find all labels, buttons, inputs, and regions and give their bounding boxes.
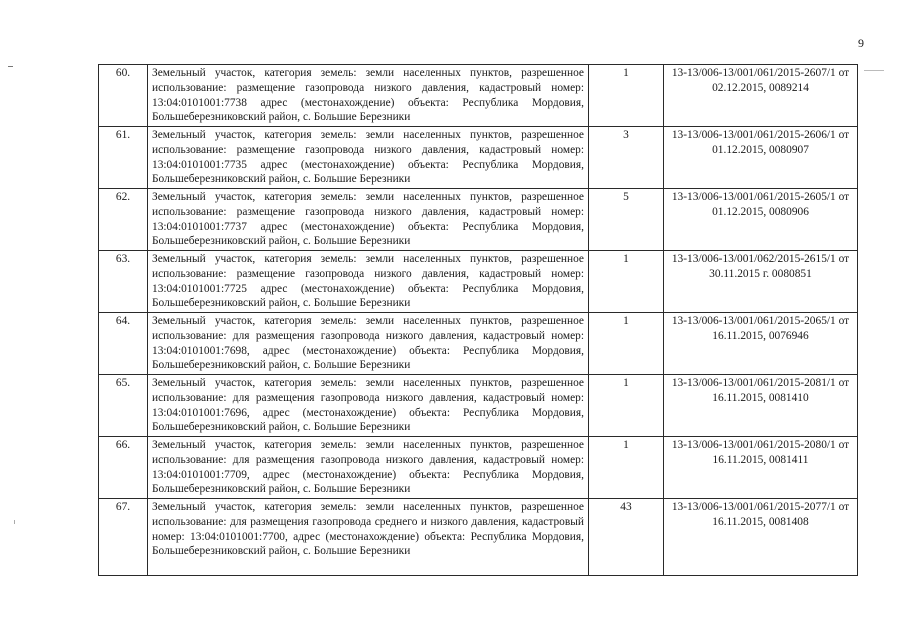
scan-artifact xyxy=(14,520,15,524)
row-number: 67. xyxy=(99,499,148,576)
registration-record: 13-13/006-13/001/061/2015-2605/1 от 01.12.2015, 0080906 xyxy=(664,189,858,251)
row-number: 66. xyxy=(99,437,148,499)
registration-record: 13-13/006-13/001/061/2015-2607/1 от 02.12.2015, 0089214 xyxy=(664,65,858,127)
plot-quantity: 5 xyxy=(589,189,664,251)
registration-record: 13-13/006-13/001/061/2015-2077/1 от 16.11.2015, 0081408 xyxy=(664,499,858,576)
plot-quantity: 1 xyxy=(589,251,664,313)
plot-description: Земельный участок, категория земель: земли населенных пунктов, разрешенное использование: для размещения газопровода низкого давления, кадастровый номер: 13:04:0101001:7698, адрес (местонахождение) объекта: Республика Мордовия, Большеберезниковский район, с. Большие Березники xyxy=(148,313,589,375)
row-number: 60. xyxy=(99,65,148,127)
plot-description: Земельный участок, категория земель: земли населенных пунктов, разрешенное использование: для размещения газопровода низкого давления, кадастровый номер: 13:04:0101001:7709, адрес (местонахождение) объекта: Республика Мордовия, Большеберезниковский район, с. Большие Березники xyxy=(148,437,589,499)
table-row xyxy=(99,313,858,375)
table-row xyxy=(99,127,858,189)
page-number: 9 xyxy=(858,36,864,50)
registration-record: 13-13/006-13/001/061/2015-2080/1 от 16.11.2015, 0081411 xyxy=(664,437,858,499)
registration-record: 13-13/006-13/001/061/2015-2081/1 от 16.11.2015, 0081410 xyxy=(664,375,858,437)
plot-quantity: 1 xyxy=(589,313,664,375)
scan-artifact xyxy=(8,66,13,67)
plot-description: Земельный участок, категория земель: земли населенных пунктов, разрешенное использование: размещение газопровода низкого давления, кадастровый номер: 13:04:0101001:7738 адрес (местонахождение) объекта: Республика Мордовия, Большеберезниковский район, с. Большие Березники xyxy=(148,65,589,127)
plot-description: Земельный участок, категория земель: земли населенных пунктов, разрешенное использование: для размещения газопровода среднего и низкого давления, кадастровый номер: 13:04:0101001:7700, адрес (местонахождение) объекта: Республика Мордовия, Большеберезниковский район, с. Большие Березники xyxy=(148,499,589,576)
land-plots-table xyxy=(98,64,858,576)
plot-description: Земельный участок, категория земель: земли населенных пунктов, разрешенное использование: для размещения газопровода низкого давления, кадастровый номер: 13:04:0101001:7696, адрес (местонахождение) объекта: Республика Мордовия, Большеберезниковский район, с. Большие Березники xyxy=(148,375,589,437)
plot-description: Земельный участок, категория земель: земли населенных пунктов, разрешенное использование: размещение газопровода низкого давления, кадастровый номер: 13:04:0101001:7737 адрес (местонахождение) объекта: Республика Мордовия, Большеберезниковский район, с. Большие Березники xyxy=(148,189,589,251)
plot-quantity: 43 xyxy=(589,499,664,576)
row-number: 62. xyxy=(99,189,148,251)
plot-description: Земельный участок, категория земель: земли населенных пунктов, разрешенное использование: размещение газопровода низкого давления, кадастровый номер: 13:04:0101001:7735 адрес (местонахождение) объекта: Республика Мордовия, Большеберезниковский район, с. Большие Березники xyxy=(148,127,589,189)
table-row xyxy=(99,189,858,251)
registration-record: 13-13/006-13/001/061/2015-2065/1 от 16.11.2015, 0076946 xyxy=(664,313,858,375)
plot-quantity: 1 xyxy=(589,437,664,499)
table-row xyxy=(99,251,858,313)
table-row xyxy=(99,375,858,437)
row-number: 61. xyxy=(99,127,148,189)
plot-quantity: 1 xyxy=(589,65,664,127)
plot-quantity: 1 xyxy=(589,375,664,437)
plot-description: Земельный участок, категория земель: земли населенных пунктов, разрешенное использование: размещение газопровода низкого давления, кадастровый номер: 13:04:0101001:7725 адрес (местонахождение) объекта: Республика Мордовия, Большеберезниковский район, с. Большие Березники xyxy=(148,251,589,313)
registration-record: 13-13/006-13/001/062/2015-2615/1 от 30.11.2015 г. 0080851 xyxy=(664,251,858,313)
plot-quantity: 3 xyxy=(589,127,664,189)
registration-record: 13-13/006-13/001/061/2015-2606/1 от 01.12.2015, 0080907 xyxy=(664,127,858,189)
table-row xyxy=(99,499,858,576)
table-row xyxy=(99,437,858,499)
table-row xyxy=(99,65,858,127)
row-number: 64. xyxy=(99,313,148,375)
row-number: 65. xyxy=(99,375,148,437)
scan-artifact xyxy=(864,70,884,71)
row-number: 63. xyxy=(99,251,148,313)
